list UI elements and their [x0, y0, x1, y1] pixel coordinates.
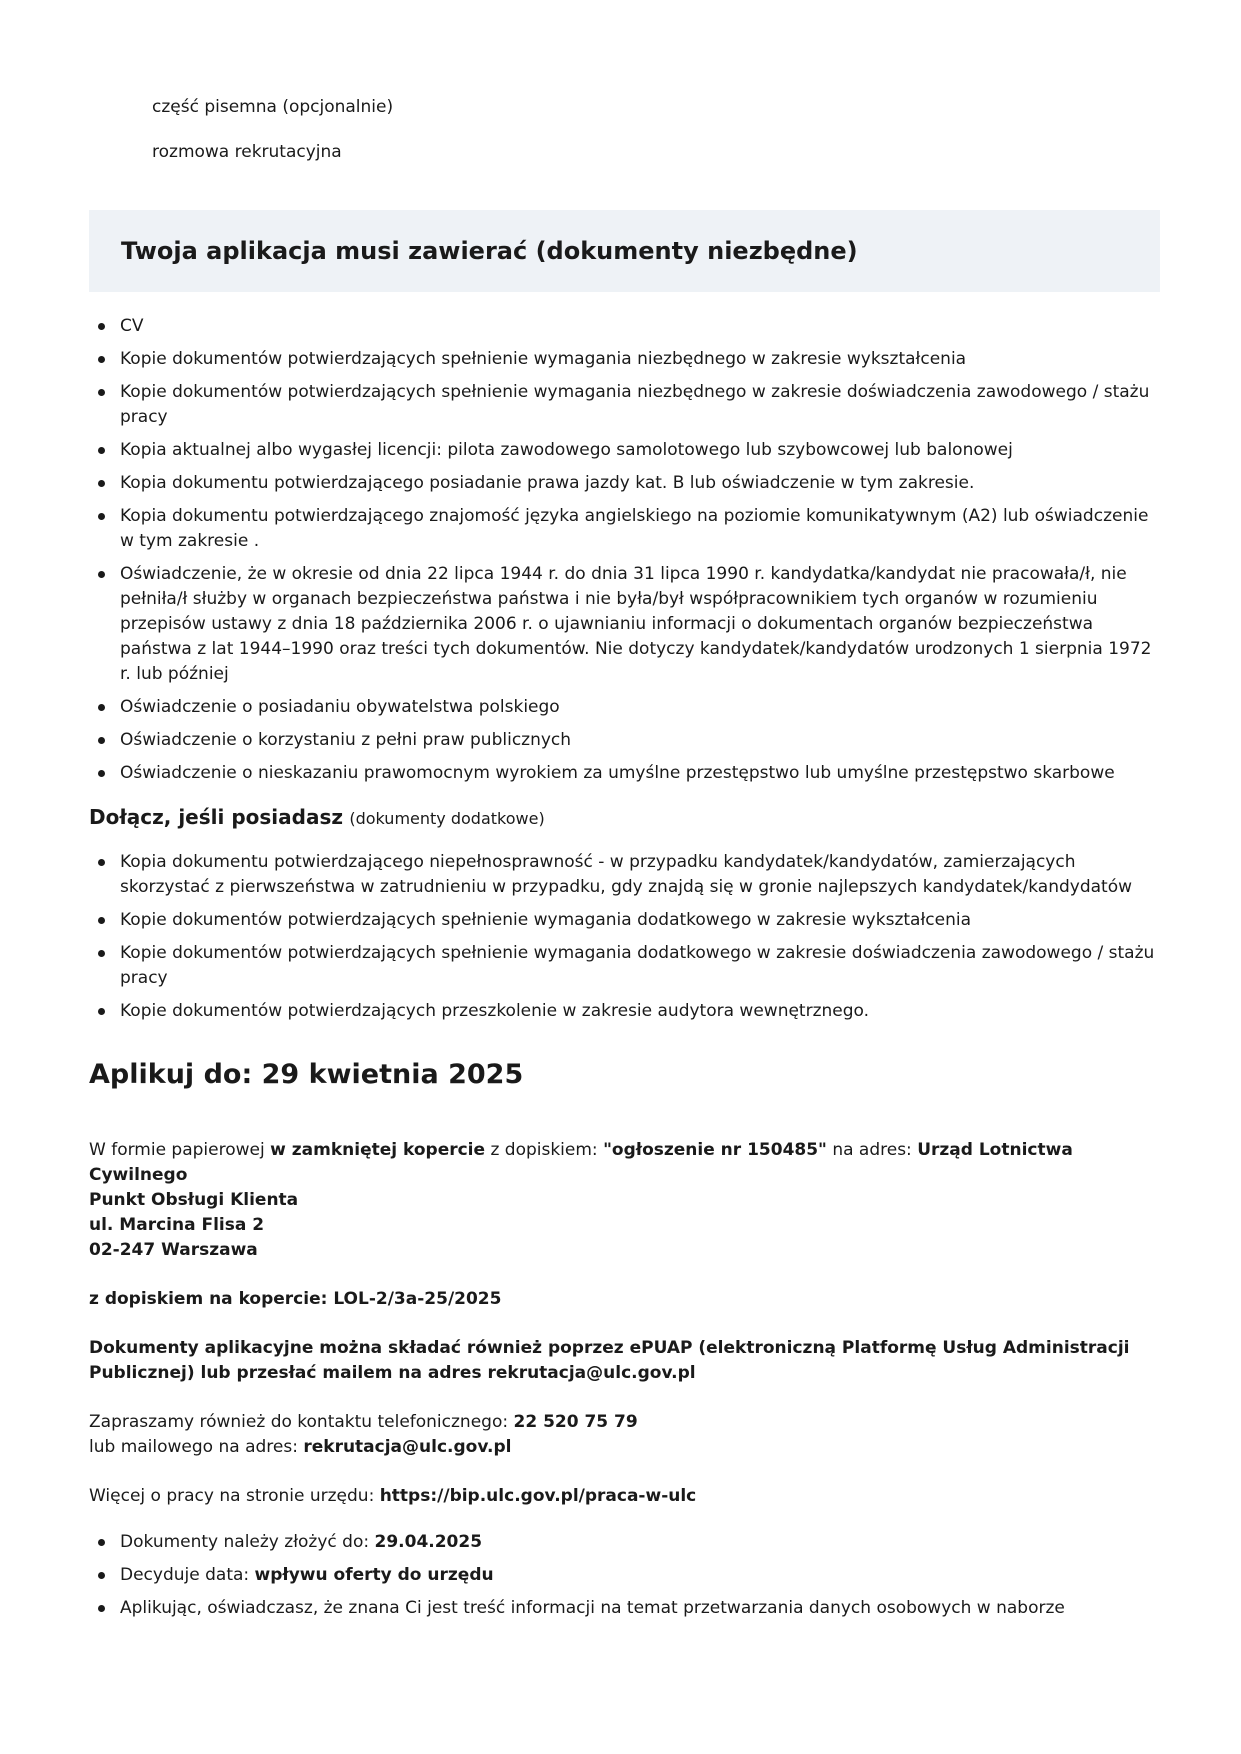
address-city: 02-247 Warszawa [89, 1240, 258, 1260]
selection-stage-written: część pisemna (opcjonalnie) [152, 97, 394, 117]
required-documents-heading: Twoja aplikacja musi zawierać (dokumenty niezbędne) [121, 237, 858, 265]
deadline-date: 29.04.2025 [374, 1532, 483, 1552]
additional-heading-note: (dokumenty dodatkowe) [349, 809, 545, 828]
list-item: CV [89, 314, 1164, 339]
list-item: Oświadczenie, że w okresie od dnia 22 lipca 1944 r. do dnia 31 lipca 1990 r. kandydatka/kandydat nie pracowała/ł, nie pełniła/ł służby w organach bezpieczeństwa państwa i nie była/był współpracownikiem tych organów w rozumieniu przepisów ustawy z dnia 18 października 2006 r. o ujawnianiu informacji o dokumentach organów bezpieczeństwa państwa z lat 1944–1990 oraz treści tych dokumentów. Nie dotyczy kandydatek/kandydatów urodzonych 1 sierpnia 1972 r. lub później [89, 562, 1164, 687]
list-item: Kopie dokumentów potwierdzających spełnienie wymagania niezbędnego w zakresie wykształcenia [89, 347, 1164, 372]
address-point: Punkt Obsługi Klienta [89, 1190, 299, 1210]
list-item: Kopie dokumentów potwierdzających spełnienie wymagania niezbędnego w zakresie doświadczenia zawodowego / stażu pracy [89, 380, 1164, 430]
envelope-note-text: z dopiskiem na kopercie: LOL-2/3a-25/2025 [89, 1289, 502, 1309]
more-info-link[interactable]: https://bip.ulc.gov.pl/praca-w-ulc [379, 1486, 697, 1506]
contact-paragraph [89, 1410, 1169, 1460]
address-text: W formie papierowej [89, 1140, 271, 1160]
decisive-date-value: wpływu oferty do urzędu [254, 1565, 494, 1585]
list-item [89, 1563, 1164, 1588]
address-office: Urząd Lotnictwa Cywilnego [89, 1140, 1073, 1185]
additional-documents-heading [89, 803, 545, 833]
more-info-label: Więcej o pracy na stronie urzędu: [89, 1486, 380, 1506]
list-item: Kopie dokumentów potwierdzających spełnienie wymagania dodatkowego w zakresie wykształcenia [89, 908, 1164, 933]
required-documents-list [89, 314, 1164, 794]
epuap-note-text: Dokumenty aplikacyjne można składać również poprzez ePUAP (elektroniczną Platformę Usług Administracji Publicznej) lub przesłać mailem na adres rekrutacja@ulc.gov.pl [89, 1338, 1130, 1383]
deadline-label: Dokumenty należy złożyć do: [120, 1532, 375, 1552]
epuap-note [89, 1336, 1169, 1386]
sealed-envelope-text: w zamkniętej kopercie [270, 1140, 486, 1160]
announcement-number: "ogłoszenie nr 150485" [603, 1140, 827, 1160]
list-item: Oświadczenie o nieskazaniu prawomocnym wyrokiem za umyślne przestępstwo lub umyślne przestępstwo skarbowe [89, 761, 1164, 786]
list-item: Kopie dokumentów potwierdzających przeszkolenie w zakresie audytora wewnętrznego. [89, 999, 1164, 1024]
required-documents-header [89, 210, 1160, 292]
list-item: Kopia dokumentu potwierdzającego posiadanie prawa jazdy kat. B lub oświadczenie w tym zakresie. [89, 471, 1164, 496]
contact-email-label: lub mailowego na adres: [89, 1437, 304, 1457]
contact-phone: 22 520 75 79 [513, 1412, 638, 1432]
list-item [89, 1530, 1164, 1555]
application-deadline-heading: Aplikuj do: 29 kwietnia 2025 [89, 1059, 524, 1090]
list-item: Kopia aktualnej albo wygasłej licencji: pilota zawodowego samolotowego lub szybowcowej lub balonowej [89, 438, 1164, 463]
application-address-paragraph [89, 1138, 1169, 1263]
more-info-paragraph [89, 1484, 1169, 1509]
list-item: Oświadczenie o posiadaniu obywatelstwa polskiego [89, 695, 1164, 720]
list-item: Kopia dokumentu potwierdzającego znajomość języka angielskiego na poziomie komunikatywnym (A2) lub oświadczenie w tym zakresie . [89, 504, 1164, 554]
decisive-date-label: Decyduje data: [120, 1565, 255, 1585]
contact-email-link[interactable]: rekrutacja@ulc.gov.pl [303, 1437, 512, 1457]
list-item: Kopie dokumentów potwierdzających spełnienie wymagania dodatkowego w zakresie doświadczenia zawodowego / stażu pracy [89, 941, 1164, 991]
address-text: z dopiskiem: [485, 1140, 604, 1160]
address-text: na adres: [826, 1140, 918, 1160]
additional-heading-title: Dołącz, jeśli posiadasz [89, 805, 343, 829]
additional-documents-list [89, 850, 1164, 1032]
envelope-note [89, 1287, 1169, 1312]
list-item: Kopia dokumentu potwierdzającego niepełnosprawność - w przypadku kandydatek/kandydatów, zamierzających skorzystać z pierwszeństwa w zatrudnieniu w przypadku, gdy znajdą się w gronie najlepszych kandydatek/kandydatów [89, 850, 1164, 900]
address-street: ul. Marcina Flisa 2 [89, 1215, 265, 1235]
selection-stage-interview: rozmowa rekrutacyjna [152, 142, 342, 162]
final-info-list [89, 1530, 1164, 1629]
contact-phone-label: Zapraszamy również do kontaktu telefonicznego: [89, 1412, 514, 1432]
list-item: Oświadczenie o korzystaniu z pełni praw publicznych [89, 728, 1164, 753]
list-item: Aplikując, oświadczasz, że znana Ci jest treść informacji na temat przetwarzania danych osobowych w naborze [89, 1596, 1164, 1621]
